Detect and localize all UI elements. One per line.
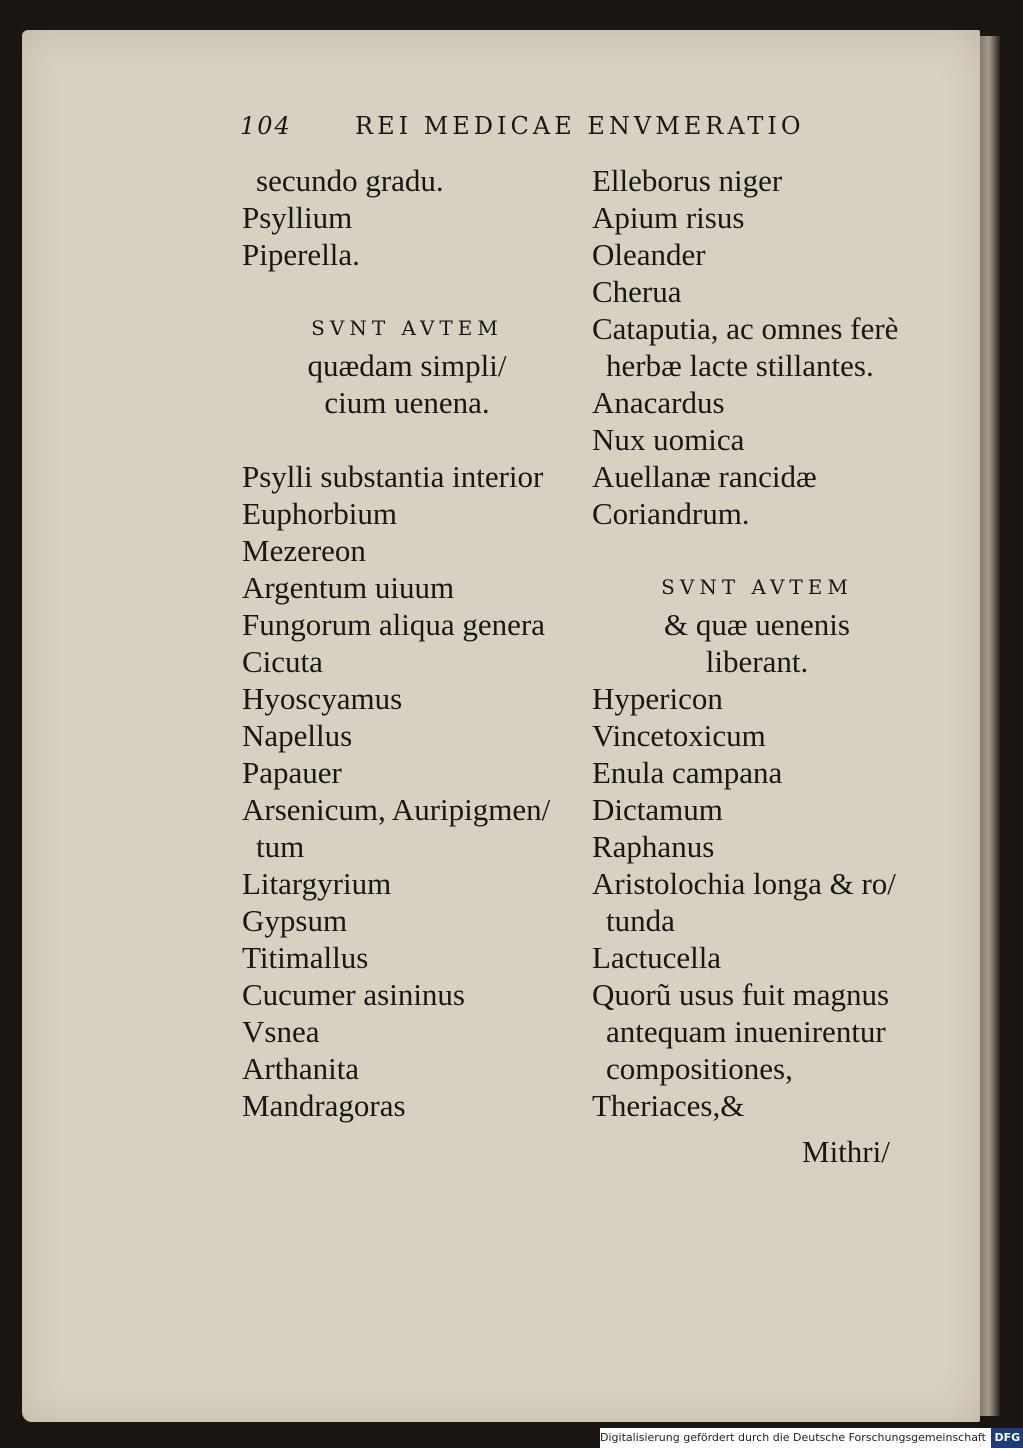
running-head [240, 112, 820, 152]
blank-line [242, 421, 572, 458]
text-line: Gypsum [242, 903, 348, 938]
text-line: Mezereon [242, 533, 366, 568]
footer-text: Digitalisierung gefördert durch die Deutsche Forschungsgemeinschaft [600, 1431, 986, 1444]
text-line: Oleander [592, 237, 706, 272]
text-line: Aristolochia longa & ro/ [592, 866, 896, 901]
text-line: quædam simpli/ [307, 348, 507, 383]
text-line: liberant. [705, 644, 809, 679]
text-line: Raphanus [592, 829, 715, 864]
running-title: REI MEDICAE ENVMERATIO [355, 112, 805, 140]
text-line: Litargyrium [242, 866, 392, 901]
text-line: Hyoscyamus [242, 681, 403, 716]
text-line: Argentum uiuum [242, 570, 455, 605]
text-line: Apium risus [592, 200, 745, 235]
text-line: Enula campana [592, 755, 783, 790]
text-line: Fungorum aliqua genera [242, 607, 546, 642]
text-line: tunda [606, 903, 675, 938]
text-line: herbæ lacte stillantes. [606, 348, 874, 383]
text-line: cium uenena. [324, 385, 490, 420]
page-number: 104 [240, 112, 292, 140]
blank-line [592, 532, 922, 569]
text-line: Lactucella [592, 940, 722, 975]
text-line: Vsnea [242, 1014, 320, 1049]
text-line: & quæ uenenis [664, 607, 850, 642]
text-line: secundo gradu. [256, 163, 444, 198]
next-page-edge [978, 36, 1000, 1416]
text-line: Titimallus [242, 940, 369, 975]
blank-line [242, 273, 572, 310]
text-line: Cicuta [242, 644, 323, 679]
text-line: tum [256, 829, 305, 864]
left-column [242, 162, 572, 1124]
catchword: Mithri/ [802, 1134, 890, 1169]
text-line: Auellanæ rancidæ [592, 459, 817, 494]
section-heading: SVNT AVTEM [311, 316, 503, 340]
text-line: Dictamum [592, 792, 723, 827]
text-line: Vincetoxicum [592, 718, 766, 753]
text-line: Anacardus [592, 385, 725, 420]
text-line: Nux uomica [592, 422, 745, 457]
text-line: Cherua [592, 274, 682, 309]
text-line: Papauer [242, 755, 342, 790]
text-line: Napellus [242, 718, 353, 753]
dfg-logo: DFG [991, 1428, 1023, 1448]
text-line: Arsenicum, Auripigmen/ [242, 792, 551, 827]
right-column [592, 162, 922, 1124]
text-line: Piperella. [242, 237, 360, 272]
text-line: Arthanita [242, 1051, 360, 1086]
text-line: Cataputia, ac omnes ferè [592, 311, 899, 346]
text-line: Coriandrum. [592, 496, 750, 531]
text-line: Theriaces,& [592, 1088, 745, 1123]
digitization-footer [600, 1428, 1021, 1448]
text-line: Psylli substantia interior [242, 459, 544, 494]
text-line: Psyllium [242, 200, 353, 235]
text-line: Hypericon [592, 681, 723, 716]
text-line: Elleborus niger [592, 163, 783, 198]
text-line: Mandragoras [242, 1088, 406, 1123]
text-line: antequam inuenirentur [606, 1014, 886, 1049]
text-line: compositiones, [606, 1051, 793, 1086]
text-line: Cucumer asininus [242, 977, 465, 1012]
text-line: Quorũ usus fuit magnus [592, 977, 890, 1012]
section-heading: SVNT AVTEM [661, 575, 853, 599]
text-line: Euphorbium [242, 496, 397, 531]
